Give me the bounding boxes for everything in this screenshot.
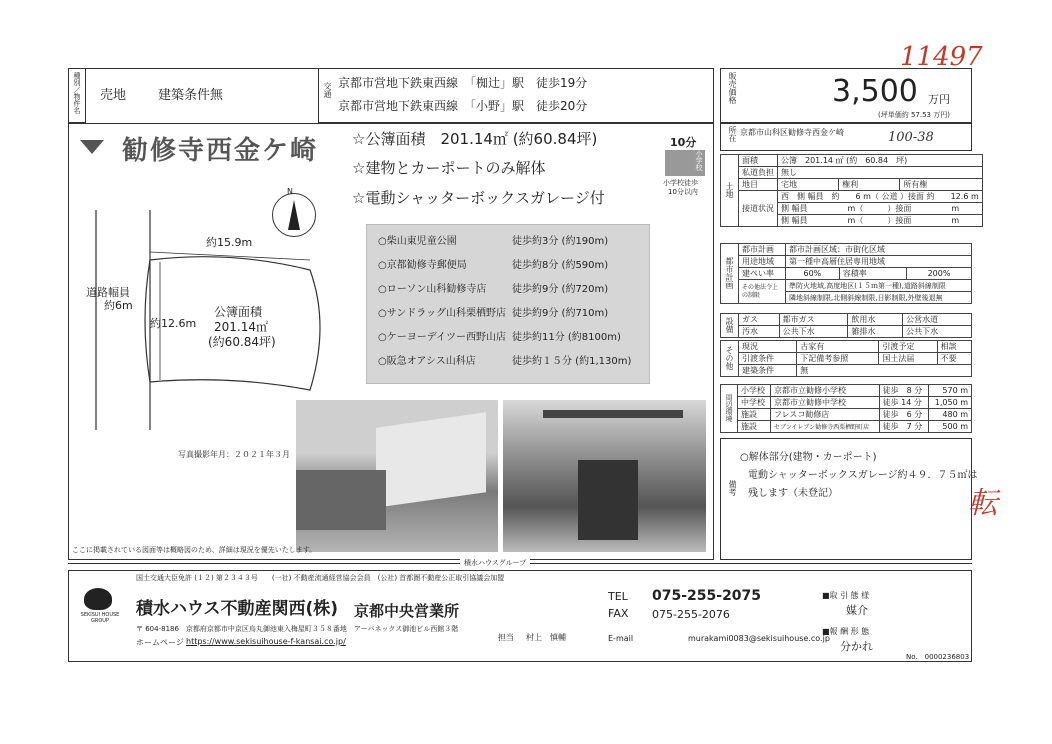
- land-area-tsubo: 60.84 坪): [865, 156, 908, 165]
- photo-date: 写真撮影年月：２０２１年３月: [178, 450, 290, 459]
- road-width-value: 約6m: [104, 299, 133, 312]
- facilities-gas-value: 都市ガス: [779, 314, 848, 326]
- surroundings-value-3: フレスコ勧修店: [770, 409, 879, 421]
- staff-label: 担当: [498, 633, 514, 642]
- remarks-line-3: 残します（未登記）: [748, 488, 838, 499]
- photo-street: [296, 400, 498, 552]
- land-chimoku-label: 地目: [739, 179, 778, 191]
- area-title: 公簿面積: [214, 305, 263, 319]
- land-chimoku-value: 宅地: [778, 179, 839, 191]
- triangle-icon: [80, 140, 104, 154]
- surroundings-key-3: 施設: [738, 409, 771, 421]
- land-area-label: 面積: [739, 155, 778, 167]
- nearby-name-1: ○柴山東児童公園: [378, 236, 457, 247]
- school-badge-minutes: 10分: [670, 136, 697, 149]
- remarks-line-2: 電動シャッターボックスガレージ約４９．７５㎡は: [748, 470, 978, 481]
- price-unit: 万円: [928, 93, 950, 106]
- surroundings-label: 周辺環境: [725, 393, 733, 422]
- facilities-misc-label: 雑排水: [848, 326, 903, 338]
- tel-number: 075-255-2075: [652, 588, 762, 604]
- company-name: 積水ハウス不動産関西(株): [136, 599, 339, 619]
- other-handover-value: 相談: [937, 341, 971, 353]
- logo-text: SEKISUI HOUSE GROUP: [80, 612, 120, 624]
- nearby-name-3: ○ローソン山科勧修寺店: [378, 284, 487, 295]
- north-label: N: [287, 187, 293, 196]
- photo-garage: [503, 400, 706, 552]
- highlight-3: ☆電動シャッターボックスガレージ付: [352, 189, 605, 207]
- land-road-2: 側 幅員 m（ ）接面 m: [778, 203, 983, 215]
- other-cond-label: 引渡条件: [739, 353, 797, 365]
- surroundings-dist-3: 480 m: [929, 409, 972, 421]
- other-law-value: 不要: [937, 353, 971, 365]
- nearby-dist-5: 徒歩約11分 (約8100m): [512, 332, 621, 343]
- facilities-label: 設備: [725, 316, 734, 333]
- school-badge-caption-1: 小学校徒歩: [663, 179, 698, 187]
- fee-label: ■報 酬 形 態: [822, 627, 870, 636]
- transport-label: 交通: [323, 82, 332, 98]
- facilities-sewage-value: 公共下水: [779, 326, 848, 338]
- surroundings-value-2: 京都市立勧修中学校: [770, 397, 879, 409]
- city-plan-label: 都市計画: [739, 244, 786, 256]
- surroundings-key-2: 中学校: [738, 397, 771, 409]
- trade-label: ■取 引 態 様: [822, 591, 870, 600]
- trade-value: 媒介: [846, 604, 868, 617]
- surroundings-walk-3: 徒歩 6 分: [879, 409, 929, 421]
- other-build-label: 建築条件: [739, 365, 797, 377]
- other-build-value: 無: [797, 365, 972, 377]
- price-label: 販売価格: [728, 72, 737, 104]
- land-road-3: 側 幅員 m（ ）接面 m: [778, 215, 983, 227]
- city-far-label: 容積率: [839, 268, 906, 280]
- fee-value: 分かれ: [840, 640, 873, 653]
- land-right-value: 所有権: [900, 179, 982, 191]
- city-use-value: 第一種中高層住居専用地域: [786, 256, 972, 268]
- surroundings-key-1: 小学校: [738, 385, 771, 397]
- land-private-label: 私道負担: [739, 167, 778, 179]
- nearby-name-2: ○京都勧修寺郵便局: [378, 260, 467, 271]
- city-bcr-value: 60%: [786, 268, 840, 280]
- city-other-value-2: 隣地斜線制限,北側斜線制限,日影制限,外壁後退無: [786, 292, 972, 304]
- homepage-link[interactable]: https://www.sekisuihouse-f-kansai.co.jp/: [186, 637, 346, 646]
- email-address[interactable]: murakami0083@sekisuihouse.co.jp: [688, 634, 830, 643]
- surroundings-dist-2: 1,050 m: [929, 397, 972, 409]
- land-private-value: 無し: [778, 167, 983, 179]
- surroundings-walk-1: 徒歩 8 分: [879, 385, 929, 397]
- nearby-name-5: ○ケーヨーデイツー西野山店: [378, 332, 507, 343]
- remarks-line-1: ○解体部分(建物・カーポート): [740, 452, 877, 463]
- land-area-type: 公簿: [781, 156, 797, 165]
- city-plan-table: [720, 243, 972, 304]
- highlight-2: ☆建物とカーポートのみ解体: [352, 159, 546, 177]
- nearby-name-4: ○サンドラッグ山科栗栖野店: [378, 308, 507, 319]
- document-number: No. 0000236803: [906, 653, 970, 661]
- location-label: 所在: [728, 126, 737, 142]
- land-area-value: 201.14 ㎡ (約: [805, 156, 858, 165]
- road-width-label: 道路幅員: [86, 286, 130, 299]
- nearby-dist-1: 徒歩約3分 (約190m): [512, 236, 609, 247]
- nearby-dist-4: 徒歩約9分 (約710m): [512, 308, 609, 319]
- sale-side-label: 種別／物件名: [73, 72, 81, 114]
- other-label: その他: [725, 345, 734, 370]
- staff-name: 村上 慎輔: [526, 633, 566, 642]
- other-status-label: 現況: [739, 341, 797, 353]
- page-title: 勧修寺西金ケ崎: [122, 136, 319, 166]
- other-handover-label: 引渡予定: [879, 341, 937, 353]
- city-plan-value: 都市計画区域：市街化区域: [786, 244, 972, 256]
- surroundings-key-4: 施設: [738, 421, 771, 433]
- remarks-label: 備考: [728, 480, 737, 496]
- facilities-water-value: 公営水道: [903, 314, 972, 326]
- surroundings-walk-4: 徒歩 7 分: [879, 421, 929, 433]
- transport-line-2: 京都市営地下鉄東西線 「小野」駅 徒歩20分: [338, 99, 588, 113]
- facilities-sewage-label: 汚水: [739, 326, 780, 338]
- city-other-value-1: 準防火地域,高度地区(１５ｍ第一種),道路斜線制限: [786, 280, 972, 292]
- divider: [68, 123, 714, 124]
- footer-license: 国土交通大臣免許 (１２) 第２３４３号 (一社) 不動産流通経営協会会員 (公社) 首都圏不動産公正取引協議会加盟: [136, 574, 505, 582]
- office-name: 京都中央営業所: [354, 602, 460, 620]
- city-other-label: その他法令上の制限: [739, 280, 786, 304]
- handwritten-stamp: 転: [968, 486, 998, 521]
- nearby-name-6: ○阪急オアシス山科店: [378, 356, 476, 367]
- facilities-table: [720, 313, 972, 338]
- land-label: 土地: [725, 181, 734, 198]
- land-road-label: 接道状況: [739, 191, 778, 227]
- surroundings-value-1: 京都市立勧修小学校: [770, 385, 879, 397]
- other-status-value: 古家有: [797, 341, 879, 353]
- nearby-dist-6: 徒歩約１５分 (約1,130m): [512, 356, 632, 367]
- location-address: 京都市山科区勧修寺西金ケ崎: [740, 128, 844, 137]
- area-tsubo: (約60.84坪): [208, 335, 276, 349]
- facilities-misc-value: 公共下水: [903, 326, 972, 338]
- surroundings-table: [720, 384, 972, 433]
- sekisui-logo-icon: [84, 588, 112, 610]
- city-bcr-label: 建ぺい率: [739, 268, 786, 280]
- school-badge-vertical: 小学校: [695, 150, 703, 171]
- transport-line-1: 京都市営地下鉄東西線 「椥辻」駅 徒歩19分: [338, 76, 588, 90]
- footer-group: 積水ハウスグループ: [460, 558, 530, 568]
- area-sqm: 201.14㎡: [214, 320, 268, 334]
- land-right-label: 権利: [839, 179, 900, 191]
- company-address: 〒 604-8186 京都府京都市中京区烏丸御池東入梅屋町３５８番地 アーバネックス御池ビル西館３階: [136, 625, 459, 633]
- surroundings-dist-1: 570 m: [929, 385, 972, 397]
- fax-number: 075-255-2076: [652, 608, 730, 621]
- price-value: 3,500: [832, 74, 918, 109]
- sale-condition: 建築条件無: [158, 88, 224, 103]
- other-law-label: 国土法届: [879, 353, 937, 365]
- side-dimension: 約12.6m: [150, 317, 197, 330]
- highlight-1: ☆公簿面積 201.14㎡ (約60.84坪): [352, 130, 598, 148]
- nearby-dist-3: 徒歩約9分 (約720m): [512, 284, 609, 295]
- fax-label: FAX: [608, 607, 629, 620]
- handwritten-number: 11497: [900, 42, 983, 72]
- city-far-value: 200%: [907, 268, 972, 280]
- city-label: 都市計画: [725, 256, 734, 289]
- surroundings-walk-2: 徒歩 14 分: [879, 397, 929, 409]
- surroundings-value-4: セブンイレブン勧修寺西栗栖野町店: [770, 421, 879, 433]
- handwritten-lot: 100-38: [888, 130, 934, 145]
- land-road-1: 西 側 幅員 約 6 m（ 公道 ）接面 約 12.6 m: [778, 191, 983, 203]
- homepage-label: ホームページ: [136, 638, 184, 647]
- disclaimer: ここに掲載されている図面等は概略図のため、詳細は現況を優先いたします。: [72, 546, 317, 554]
- facilities-water-label: 飲用水: [848, 314, 903, 326]
- top-dimension: 約15.9m: [206, 236, 253, 249]
- sale-type: 売地: [100, 88, 127, 103]
- surroundings-dist-4: 500 m: [929, 421, 972, 433]
- other-table: [720, 340, 972, 377]
- email-label: E-mail: [608, 634, 634, 643]
- city-use-label: 用途地域: [739, 256, 786, 268]
- price-per-tsubo: (坪単価約 57.53 万円): [878, 111, 950, 119]
- facilities-gas-label: ガス: [739, 314, 780, 326]
- tel-label: TEL: [608, 590, 628, 603]
- land-table: [720, 154, 983, 227]
- other-cond-value: 下記備考参照: [797, 353, 879, 365]
- nearby-dist-2: 徒歩約8分 (約590m): [512, 260, 609, 271]
- school-badge-caption-2: 10分以内: [668, 188, 698, 196]
